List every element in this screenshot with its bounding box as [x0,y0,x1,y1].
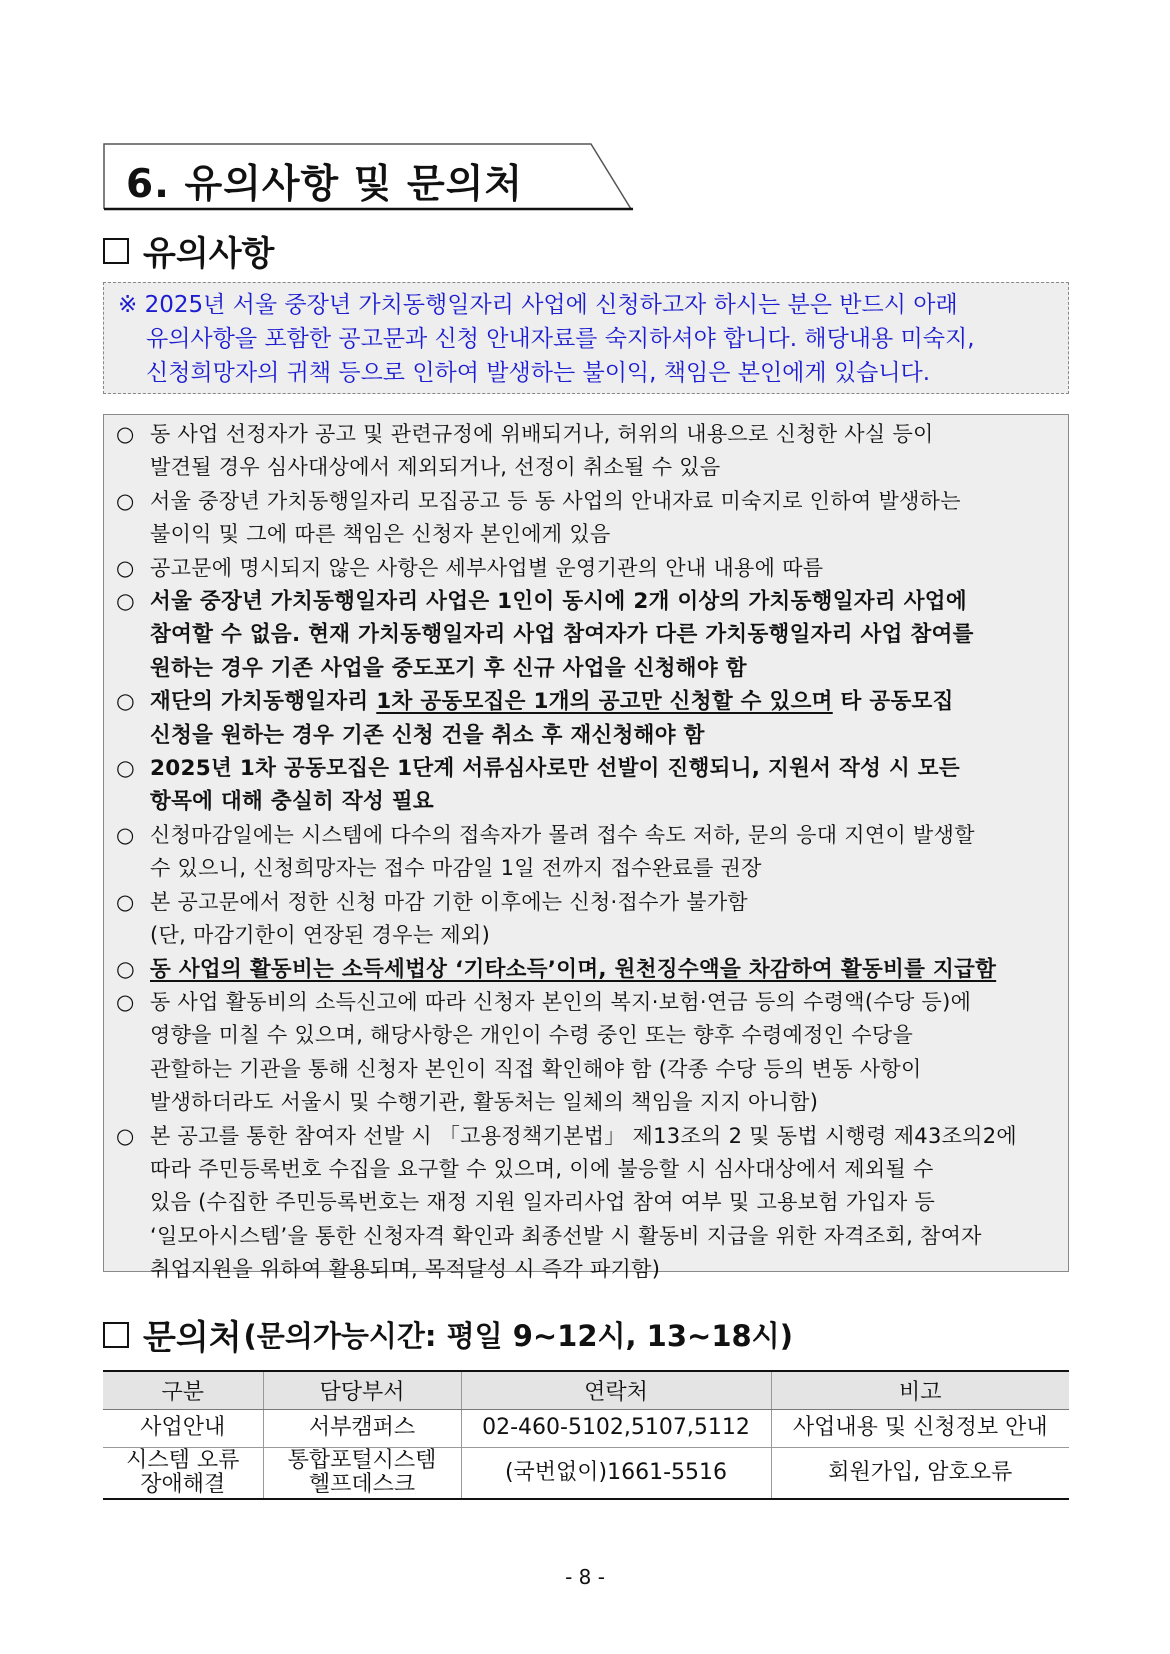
caution-item: ○ 서울 중장년 가치동행일자리 모집공고 등 동 사업의 안내자료 미숙지로 인하여 발생하는 불이익 및 그에 따른 책임은 신청자 본인에게 있음 [114,485,1058,552]
square-bullet-icon [103,1322,129,1348]
reference-mark-icon: ※ [118,292,138,318]
caution-item: ○ 공고문에 명시되지 않은 사항은 세부사업별 운영기관의 안내 내용에 따름 [114,552,1058,585]
circle-bullet-icon: ○ [116,889,135,914]
category-cell: 시스템 오류 장애해결 [103,1447,263,1499]
table-row [103,1409,1069,1447]
circle-bullet-icon: ○ [116,689,135,715]
square-bullet-icon [103,238,129,264]
column-header: 비고 [771,1371,1069,1409]
department-cell: 통합포털시스템 헬프데스크 [263,1447,461,1499]
contact-hours: (문의가능시간: 평일 9~12시, 13~18시) [243,1319,793,1353]
caution-item: ○ 2025년 1차 공동모집은 1단계 서류심사로만 선발이 진행되니, 지원서 작성 시 모든 항목에 대해 충실히 작성 필요 [114,752,1058,819]
circle-bullet-icon: ○ [116,989,135,1014]
caution-item: ○ 본 공고문에서 정한 신청 마감 기한 이후에는 신청·접수가 불가함 (단, 마감기한이 연장된 경우는 제외) [114,886,1058,953]
note-cell: 회원가입, 암호오류 [771,1447,1069,1499]
category-cell: 사업안내 [103,1409,263,1447]
contact-table [103,1370,1069,1500]
caution-item: ○ 본 공고를 통한 참여자 선발 시 「고용정책기본법」 제13조의 2 및 동법 시행령 제43조의2에 따라 주민등록번호 수집을 요구할 수 있으며, 이에 불응할 시 심사대상에서 제외될 수 있음 (수집한 주민등록번호는 재정 지원 일자리사업 참여 여부 및 고용보험 가입자 등 ‘일모아시스템’을 통한 신청자격 확인과 최종선발 시 활동비 지급을 위한 자격조회, 참여자 취업지원을 위하여 활용되며, 목적달성 시 즉각 파기함) [114,1120,1058,1287]
column-header: 구분 [103,1371,263,1409]
circle-bullet-icon: ○ [116,956,135,982]
caution-item: ○ 서울 중장년 가치동행일자리 사업은 1인이 동시에 2개 이상의 가치동행일자리 사업에 참여할 수 없음. 현재 가치동행일자리 사업 참여자가 다른 가치동행일자리 사업 참여를 원하는 경우 기존 사업을 중도포기 후 신규 사업을 신청해야 함 [114,585,1058,685]
circle-bullet-icon: ○ [116,555,135,580]
notice-line: 유의사항을 포함한 공고문과 신청 안내자료를 숙지하셔야 합니다. 해당내용 미숙지, [146,326,975,352]
phone-cell: (국번없이)1661-5516 [461,1447,771,1499]
circle-bullet-icon: ○ [116,822,135,847]
cautions-list [103,414,1069,1282]
department-cell: 서부캠퍼스 [263,1409,461,1447]
underlined-text: 동 사업의 활동비는 소득세법상 ‘기타소득’이며, 원천징수액을 차감하여 활동비를 지급함 [150,956,997,982]
page-number: - 8 - [565,1565,605,1589]
underlined-text: 1차 공동모집은 1개의 공고만 신청할 수 있으며 [376,689,833,715]
column-header: 담당부서 [263,1371,461,1409]
caution-item: ○ 동 사업 활동비의 소득신고에 따라 신청자 본인의 복지·보험·연금 등의 수령액(수당 등)에 영향을 미칠 수 있으며, 해당사항은 개인이 수령 중인 또는 향후 수령예정인 수당을 관할하는 기관을 통해 신청자 본인이 직접 확인해야 함 (각종 수당 등의 변동 사항이 발생하더라도 서울시 및 수행기관, 활동처는 일체의 책임을 지지 아니함) [114,986,1058,1120]
caution-item: ○ 재단의 가치동행일자리 1차 공동모집은 1개의 공고만 신청할 수 있으며 타 공동모집 신청을 원하는 경우 기존 신청 건을 취소 후 재신청해야 함 [114,685,1058,752]
notice-box [103,282,1069,394]
circle-bullet-icon: ○ [116,1123,135,1148]
column-header: 연락처 [461,1371,771,1409]
cautions-heading [103,226,274,275]
caution-item: ○ 신청마감일에는 시스템에 다수의 접속자가 몰려 접수 속도 저하, 문의 응대 지연이 발생할 수 있으니, 신청희망자는 접수 마감일 1일 전까지 접수완료를 권장 [114,819,1058,886]
caution-item [114,953,1058,986]
section-title: 6. 유의사항 및 문의처 [126,162,524,207]
phone-cell: 02-460-5102,5107,5112 [461,1409,771,1447]
section-heading [103,143,633,211]
table-row [103,1447,1069,1499]
notice-line: ※ 2025년 서울 중장년 가치동행일자리 사업에 신청하고자 하시는 분은 반드시 아래 [118,292,958,318]
circle-bullet-icon: ○ [116,488,135,513]
contact-heading [103,1310,793,1359]
note-cell: 사업내용 및 신청정보 안내 [771,1409,1069,1447]
cautions-heading-label: 유의사항 [143,234,275,274]
notice-line: 신청희망자의 귀책 등으로 인하여 발생하는 불이익, 책임은 본인에게 있습니다. [146,360,931,386]
circle-bullet-icon: ○ [116,422,135,446]
table-header-row [103,1371,1069,1409]
circle-bullet-icon: ○ [116,756,135,782]
contact-heading-label: 문의처 [143,1318,242,1358]
circle-bullet-icon: ○ [116,589,135,615]
caution-item: ○ 동 사업 선정자가 공고 및 관련규정에 위배되거나, 허위의 내용으로 신청한 사실 등이 발견될 경우 심사대상에서 제외되거나, 선정이 취소될 수 있음 [114,418,1058,485]
